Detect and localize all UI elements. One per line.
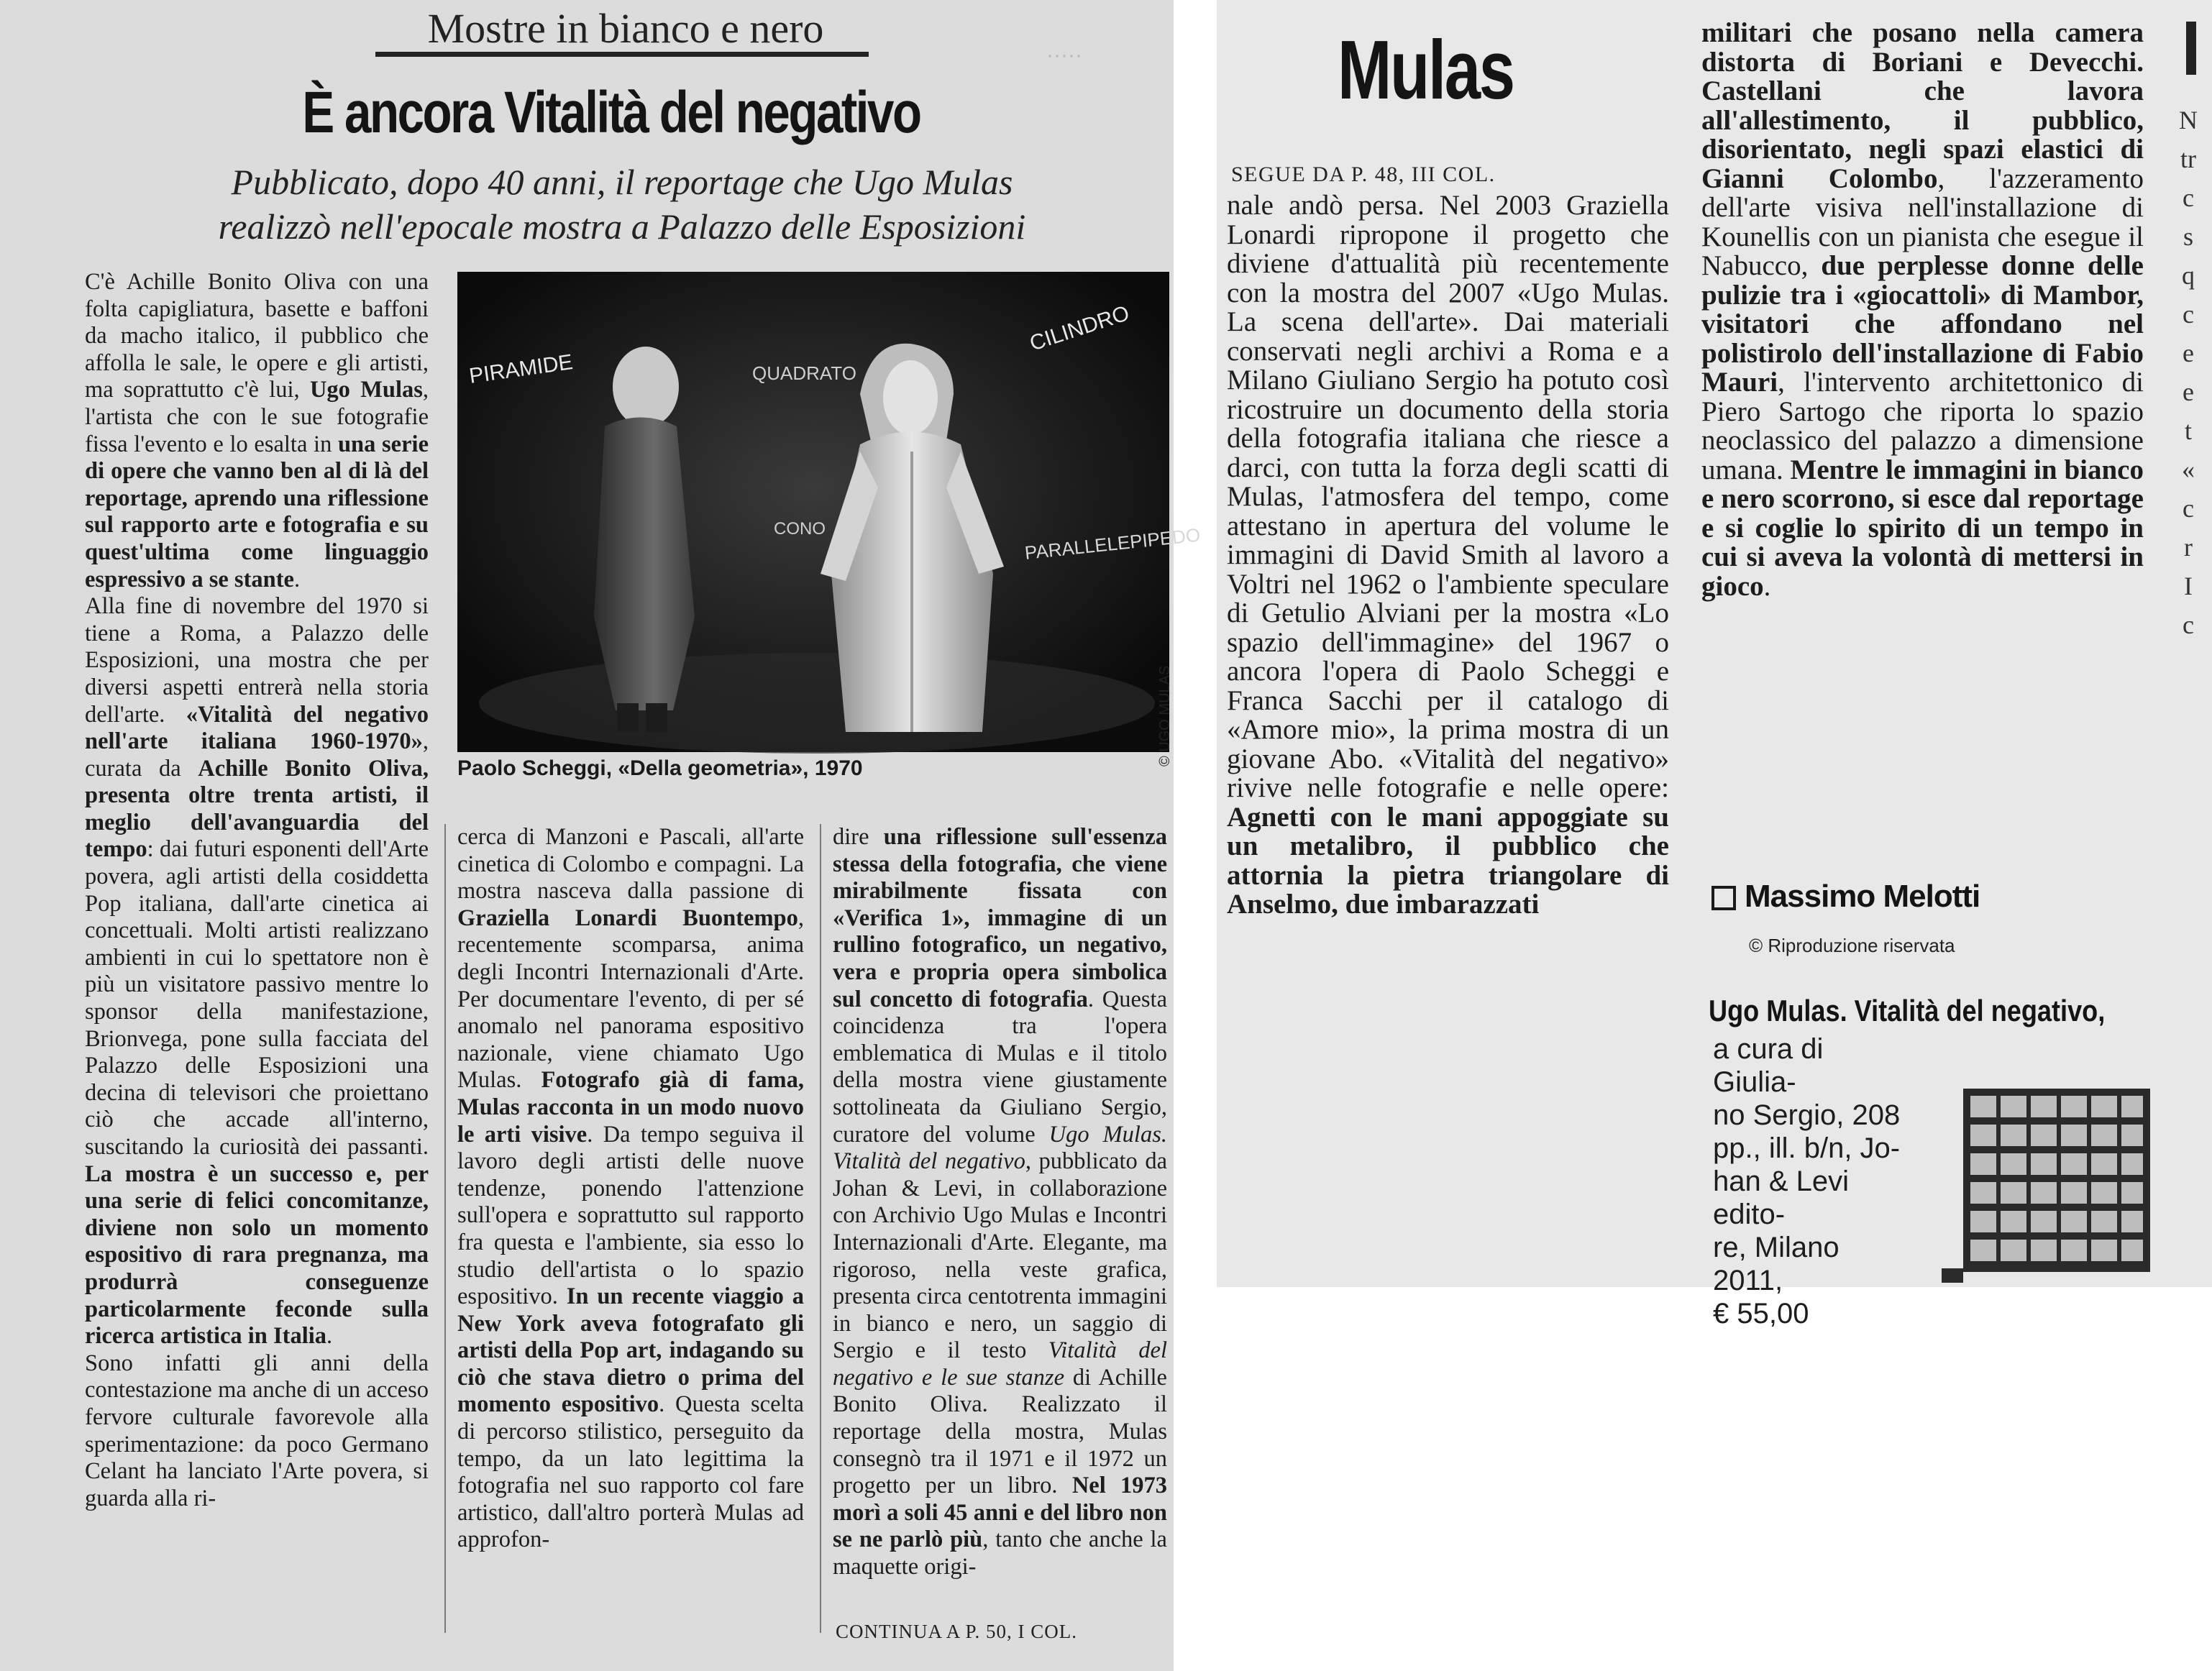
photo [457, 272, 1202, 752]
text-run: militari che posano nella camera distorta di Boriani e Devecchi. Castellani che lavora all'allestimento, il pubblico, disorientato, negli spazi elastici di Gianni Colombo [1701, 17, 2144, 194]
edge-letter: e [2183, 377, 2194, 406]
article-column-2 [457, 824, 804, 1554]
text-run: nale andò persa. Nel 2003 Graziella Lonardi ripropone il progetto che diviene d'attualità più recentemente con la mostra del 2007 «Ugo Mulas. La scena dell'arte». Dai materiali conservati negli archivi a Roma e a Milano Giuliano Sergio ha potuto così ricostruire un documento della storia della fotografia italiana che riesce a darci, con tutta la forza degli scatti di Mulas, l'atmosfera del tempo, come attestano in apertura del volume le immagini di David Smith al lavoro a Voltri nel 1962 o l'ambiente speculare di Getulio Alviani per la mostra «Lo spazio dell'immagine» del 1967 o ancora l'opera di Paolo Scheggi e Franca Sacchi per il catalogo di «Amore mio», la prima mostra di un giovane Abo. «Vitalità del negativo» rivive nelle fotografie e nelle opere: [1227, 190, 1669, 803]
text-run: Ugo Mulas. Vitalità del negativo [833, 1121, 1167, 1175]
text-run: . Questa scelta di percorso stilistico, perseguito da tempo, da un lato legittima la fotografia nel suo rapporto col fare artistico, dall'altro porterà Mulas ad approfon- [457, 1391, 804, 1553]
text-run: «Vitalità del negativo nell'arte italiana 1960-1970» [85, 701, 429, 755]
edge-letter: s [2183, 222, 2193, 251]
photo-label-piramide: PIRAMIDE [467, 350, 575, 388]
article-column-4 [1227, 191, 1669, 920]
edge-letter: N [2179, 106, 2198, 134]
text-run: Graziella Lonardi Buontempo [457, 905, 798, 931]
text-run: , l'artista che con le sue fotografie fissa l'evento e lo esalta in [85, 377, 429, 457]
rights-notice: © Riproduzione riservata [1749, 935, 1955, 956]
text-run: . [326, 1323, 333, 1350]
book-detail-line: han & Levi edito- [1713, 1166, 1850, 1230]
text-run: due perplesse donne delle pulizie tra i «giocattoli» di Mambor, visitatori che affondano nel polistirolo dell'installazione di Fabio Mauri [1701, 250, 2144, 398]
column-rule [444, 824, 446, 1633]
text-run: Fotografo già di fama, Mulas racconta in un modo nuovo le arti visive [457, 1067, 805, 1148]
article-column-3 [833, 824, 1167, 1581]
text-run: , curata da [85, 728, 429, 782]
text-run: una riflessione sull'essenza stessa della fotografia, che viene mirabilmente fissata con «Verifica 1», immagine di un rullino fotografico, un negativo, vera e propria opera simbolica sul concetto di fotografia [833, 824, 1167, 1012]
edge-letter: r [2184, 533, 2193, 562]
column-rule [820, 824, 821, 1633]
text-run: C'è Achille Bonito Oliva con una folta capigliatura, basette e baffoni da macho italico, il pubblico che affolla le sale, le opere e gli artisti, ma soprattutto c'è lui, [85, 269, 429, 403]
edge-letter: e [2183, 339, 2194, 367]
article-column-5 [1701, 19, 2144, 601]
book-detail-line: a cura di Giulia- [1713, 1033, 1824, 1098]
left-clipping: Mostre in bianco e nero È ancora Vitalità del negativo Pubblicato, dopo 40 anni, il reportage che Ugo Mulas realizzò nell'epocale mostra a Palazzo delle Esposizioni ····· C'è Achille Bonito Oliva con una folta capigliatura, basette e baffoni da macho italico, il pubblico che affolla le sale, le opere e gli artisti, ma soprattutto c'è lui, Ugo Mulas, l'artista che con le sue fotografie fissa l'evento e lo esalta in una serie di opere che vanno ben al di là del reportage, aprendo una riflessione sul rapporto arte e fotografia e su quest'ultima come linguaggio espressivo a se stante. Alla fine di novembre del 1970 si tiene a Roma, a Palazzo delle Esposizioni, una mostra che per diversi aspetti entrerà nella storia dell'arte. «Vitalità del negativo nell'arte italiana 1960-1970», curata da Achille Bonito Oliva, presenta oltre trenta artisti, il meglio dell'avanguardia del tempo: dai futuri esponenti dell'Arte povera, agli artisti della cosiddetta Pop italiana, dall'arte cinetica ai concettuali. Molti artisti realizzano ambienti in cui lo spettatore non è più un visitatore passivo mentre lo sponsor della manifestazione, Brionvega, pone sulla facciata del Palazzo delle Esposizioni una decina di televisori che proiettano ciò che accade all'interno, suscitando la curiosità dei passanti. La mostra è un successo e, per una serie di felici concomitanze, diviene non solo un momento espositivo di rara pregnanza, ma produrrà conseguenze particolarmente feconde sulla ricerca artistica in Italia. Sono infatti gli anni della contestazione ma anche di un acceso fervore culturale favorevole alla sperimentazione: da poco Germano Celant ha lanciato l'Arte povera, si guarda alla ri- PIRAMIDE QUADRATO CILINDRO CONO PARALLELEPIPEDO Paolo Scheggi, «Della geometria», 1970 © UGO MULAS cerca di Manzoni e Pascali, all'arte cinetica di Colombo e compagni. La mostra nasceva dalla passione di Graziella Lonardi Buontempo, recentemente scomparsa, anima degli Incontri Internazionali d'Arte. Per documentare l'evento, di per sé anomalo nel panorama espositivo nazionale, viene chiamato Ugo Mulas. Fotografo già di fama, Mulas racconta in un modo nuovo le arti visive. Da tempo seguiva il lavoro degli artisti delle nuove tendenze, ponendo l'attenzione sull'opera e soprattutto sul rapporto fra questa e l'ambiente, sia esso lo studio dell'artista o lo spazio espositivo. In un recente viaggio a New York aveva fotografato gli artisti della Pop art, indagando su ciò che stava dietro o prima del momento espositivo. Questa scelta di percorso stilistico, perseguito da tempo, da un lato legittima la fotografia nel suo rapporto col fare artistico, dall'altro porterà Mulas ad approfon- dire una riflessione sull'essenza stessa della fotografia, che viene mirabilmente fissata con «Verifica 1», immagine di un rullino fotografico, un negativo, vera e propria opera simbolica sul concetto di fotografia. Questa coincidenza tra l'opera emblematica di Mulas e il titolo della mostra viene giustamente sottolineata da Giuliano Sergio, curatore del volume Ugo Mulas. Vitalità del negativo, pubblicato da Johan & Levi, in collaborazione con Archivio Ugo Mulas e Incontri Internazionali d'Arte. Elegante, ma rigoroso, nella veste grafica, presenta circa centotrenta immagini in bianco e nero, un saggio di Sergio e il testo Vitalità del negativo e le sue stanze di Achille Bonito Oliva. Realizzato il reportage della mostra, Mulas consegnò tra il 1971 e il 1972 un progetto per un libro. Nel 1973 morì a soli 45 anni e del libro non se ne parlò più, tanto che anche la maquette origi- CONTINUA A P. 50, I COL. [0, 0, 1174, 1671]
article-column-1 [85, 269, 429, 1512]
book-title: Ugo Mulas. Vitalità del negativo, [1709, 994, 2106, 1027]
edge-letter: c [2183, 183, 2194, 212]
text-run: . Da tempo seguiva il lavoro degli artisti delle nuove tendenze, ponendo l'attenzione sull'opera e soprattutto sul rapporto fra questa e l'ambiente, sia esso lo studio dell'artista o lo spazio espositivo. [457, 1121, 804, 1310]
text-run: Sono infatti gli anni della contestazione ma anche di un acceso fervore culturale favorevole alla sperimentazione: da poco Germano Celant ha lanciato l'Arte povera, si guarda alla ri- [85, 1350, 429, 1511]
text-run: . [1763, 570, 1771, 602]
book-detail-line: re, Milano 2011, [1713, 1232, 1839, 1296]
book-detail-line: no Sergio, 208 [1713, 1099, 1901, 1131]
text-run: : dai futuri esponenti dell'Arte povera, agli artisti della cosiddetta Pop italiana, dall'arte cinetica ai concettuali. Molti artisti realizzano ambienti in cui lo spettatore non è più un visitatore passivo mentre lo sponsor della manifestazione, Brionvega, pone sulla facciata del Palazzo delle Esposizioni una decina di televisori che proiettano ciò che accade all'interno, suscitando la curiosità dei passanti. [85, 836, 429, 1160]
text-run: Agnetti con le mani appoggiate su un metalibro, il pubblico che attornia la pietra triangolare di Anselmo, due imbarazzati [1227, 801, 1669, 920]
edge-letter: q [2182, 261, 2195, 290]
edge-letter: « [2182, 455, 2195, 484]
photo-credit [1155, 640, 1176, 769]
text-run: La mostra è un successo e, per una serie di felici concomitanze, diviene non solo un momento espositivo di rara pregnanza, ma produrrà conseguenze particolarmente feconde sulla ricerca artistica in Italia [85, 1160, 429, 1350]
photo-credit-text: © UGO MULAS [1157, 665, 1173, 766]
text-run: In un recente viaggio a New York aveva fotografato gli artisti della Pop art, indagando su ciò che stava dietro o prima del momento espositivo [457, 1283, 804, 1418]
edge-letter: c [2183, 300, 2194, 329]
photo-scene [457, 272, 1202, 752]
book-cover-image [1942, 1074, 2165, 1283]
signature-box-icon [1711, 886, 1736, 910]
headline: È ancora Vitalità del negativo [302, 80, 920, 145]
adjacent-column-fragment [2170, 101, 2206, 644]
photo-label-quadrato: QUADRATO [752, 362, 856, 384]
edge-letter: I [2184, 572, 2193, 600]
subheadline [86, 160, 1158, 249]
text-run: Achille Bonito Oliva, presenta oltre trenta artisti, il meglio dell'avanguardia del tempo [85, 755, 429, 863]
text-run: cerca di Manzoni e Pascali, all'arte cinetica di Colombo e compagni. La mostra nasceva dalla passione di [457, 824, 804, 905]
subhead-line-2: realizzò nell'epocale mostra a Palazzo delle Esposizioni [218, 206, 1026, 247]
edge-letter: t [2184, 416, 2192, 445]
text-run: Mentre le immagini in bianco e nero scorrono, si esce dal reportage e si coglie lo spirito di un tempo in cui si aveva la volontà di mettersi in gioco [1701, 454, 2144, 602]
text-run: Nel 1973 morì a soli 45 anni e del libro non se ne parlò più [833, 1473, 1167, 1553]
edge-mark [2186, 22, 2196, 75]
photo-label-cono: CONO [774, 519, 826, 539]
segue-note: SEGUE DA P. 48, III COL. [1231, 162, 1496, 186]
book-detail-line: € 55,00 [1713, 1298, 1809, 1329]
continuation-title: Mulas [1338, 23, 1514, 116]
continua-note: CONTINUA A P. 50, I COL. [836, 1621, 1078, 1642]
text-run: Alla fine di novembre del 1970 si tiene a Roma, a Palazzo delle Esposizioni, una mostra che per diversi aspetti entrerà nella storia dell'arte. [85, 593, 429, 728]
text-run: , l'intervento architettonico di Piero Sartogo che riporta lo spazio neoclassico del palazzo a dimensione umana. [1701, 367, 2144, 485]
author-signature [1711, 879, 1980, 915]
text-run: , pubblicato da Johan & Levi, in collaborazione con Archivio Ugo Mulas e Incontri Internazionali d'Arte. Elegante, ma rigoroso, nella veste grafica, presenta circa centotrenta immagini in bianco e nero, un saggio di Sergio e il testo [833, 1148, 1167, 1364]
photo-label-parallelepipedo: PARALLELEPIPEDO [1023, 523, 1202, 564]
section-rule [375, 52, 869, 57]
text-run: una serie di opere che vanno ben al di là del reportage, aprendo una riflessione sul rapporto arte e fotografia e su quest'ultima come linguaggio espressivo a se stante [85, 431, 429, 592]
subhead-line-1: Pubblicato, dopo 40 anni, il reportage che Ugo Mulas [231, 162, 1013, 202]
author-name: Massimo Melotti [1745, 879, 1980, 914]
photo-caption: Paolo Scheggi, «Della geometria», 1970 [457, 756, 863, 780]
book-detail-line: pp., ill. b/n, Jo- [1713, 1132, 1901, 1164]
text-run: dire [833, 824, 884, 850]
text-run: . [293, 566, 301, 592]
edge-letter: tr [2180, 145, 2196, 173]
text-run: Ugo Mulas [309, 377, 423, 403]
edge-letter: c [2183, 610, 2194, 639]
text-run: Vitalità del negativo e le sue stanze [833, 1337, 1167, 1391]
text-run: di Achille Bonito Oliva. Realizzato il reportage della mostra, Mulas consegnò tra il 1971 e il 1972 un progetto per un libro. [833, 1364, 1167, 1499]
section-label: Mostre in bianco e nero [427, 5, 824, 52]
book-details [1713, 1033, 1907, 1330]
photo-label-cilindro: CILINDRO [1026, 301, 1133, 356]
text-run: , tanto che anche la maquette origi- [833, 1526, 1167, 1580]
text-run: , recentemente scomparsa, anima degli Incontri Internazionali d'Arte. Per documentare l'evento, di per sé anomalo nel panorama espositivo nazionale, viene chiamato Ugo Mulas. [457, 905, 804, 1094]
text-run: , l'azzeramento dell'arte visiva nell'installazione di Kounellis con un pianista che esegue il Nabucco, [1701, 162, 2144, 281]
text-run: . Questa coincidenza tra l'opera emblematica di Mulas e il titolo della mostra viene giustamente sottolineata da Giuliano Sergio, curatore del volume [833, 986, 1168, 1148]
edge-letter: c [2183, 494, 2194, 523]
